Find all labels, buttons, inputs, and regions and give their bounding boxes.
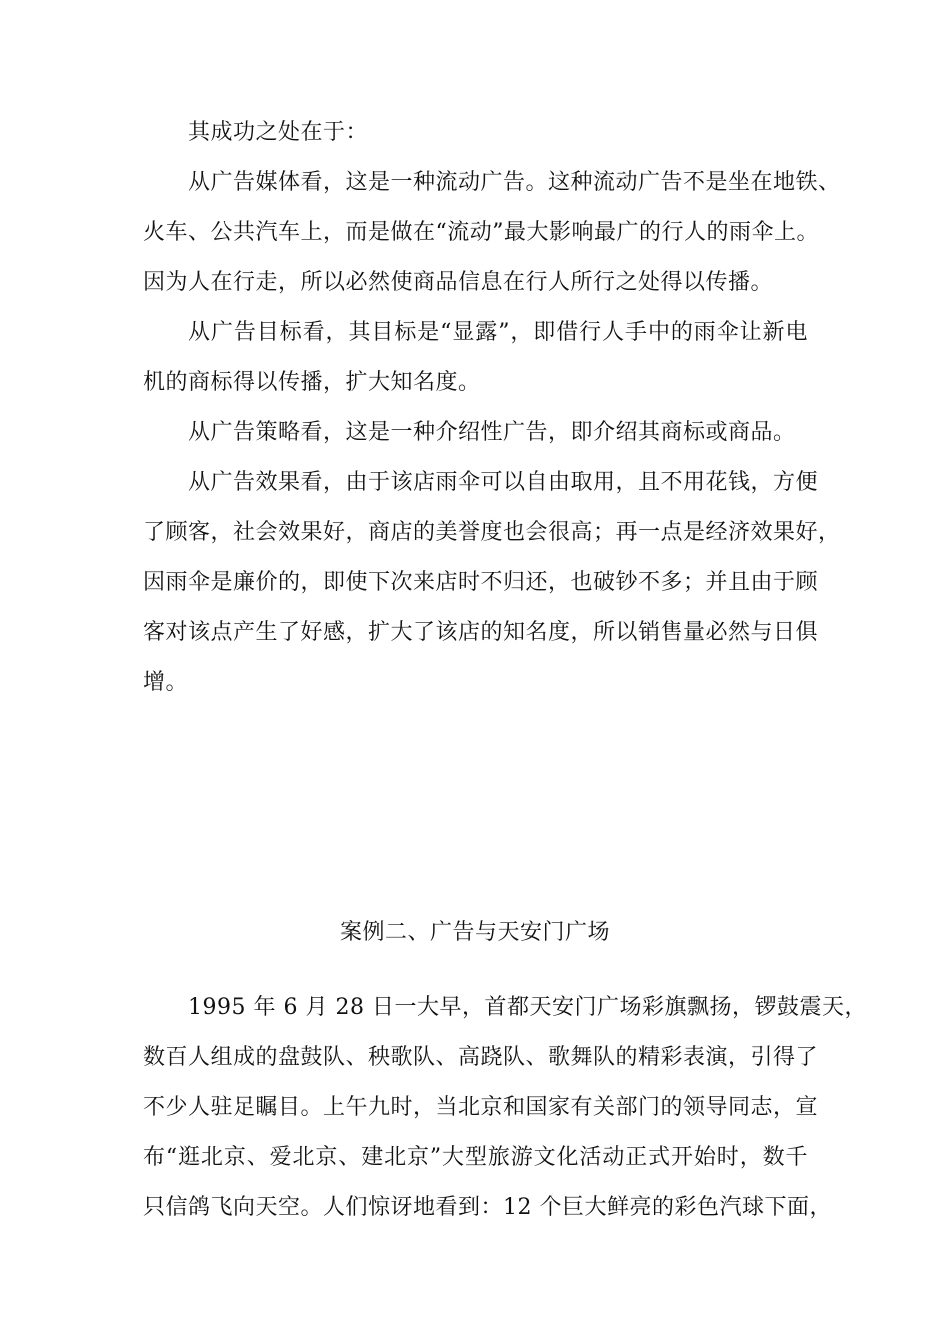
paragraph-line: 了顾客，社会效果好，商店的美誉度也会很高；再一点是经济效果好，: [143, 520, 841, 545]
paragraph-line: 数百人组成的盘鼓队、秧歌队、高跷队、歌舞队的精彩表演，引得了: [143, 1045, 819, 1070]
paragraph-line: 增。: [143, 670, 189, 695]
paragraph-line: 只信鸽飞向天空。人们惊讶地看到：12 个巨大鲜亮的彩色汽球下面，: [143, 1195, 832, 1220]
paragraph-line: 其成功之处在于：: [188, 120, 369, 145]
paragraph-line: 因雨伞是廉价的，即使下次来店时不归还，也破钞不多；并且由于顾: [143, 570, 819, 595]
paragraph-line: 布“逛北京、爱北京、建北京”大型旅游文化活动正式开始时，数千: [143, 1145, 808, 1170]
paragraph-line: 客对该点产生了好感，扩大了该店的知名度，所以销售量必然与日俱: [143, 620, 819, 645]
paragraph-line: 不少人驻足瞩目。上午九时，当北京和国家有关部门的领导同志，宣: [143, 1095, 819, 1120]
section-heading: 案例二、广告与天安门广场: [339, 920, 610, 945]
paragraph-line: 从广告目标看，其目标是“显露”，即借行人手中的雨伞让新电: [188, 320, 808, 345]
paragraph-line: 从广告策略看，这是一种介绍性广告，即介绍其商标或商品。: [188, 420, 796, 445]
paragraph-line: 机的商标得以传播，扩大知名度。: [143, 370, 481, 395]
paragraph-line: 1995 年 6 月 28 日一大早，首都天安门广场彩旗飘扬，锣鼓震天，: [188, 995, 867, 1020]
paragraph-line: 从广告效果看，由于该店雨伞可以自由取用，且不用花钱，方便: [188, 470, 819, 495]
paragraph-line: 因为人在行走，所以必然使商品信息在行人所行之处得以传播。: [143, 270, 774, 295]
paragraph-line: 火车、公共汽车上，而是做在“流动”最大影响最广的行人的雨伞上。: [143, 220, 819, 245]
paragraph-line: 从广告媒体看，这是一种流动广告。这种流动广告不是坐在地铁、: [188, 170, 841, 195]
